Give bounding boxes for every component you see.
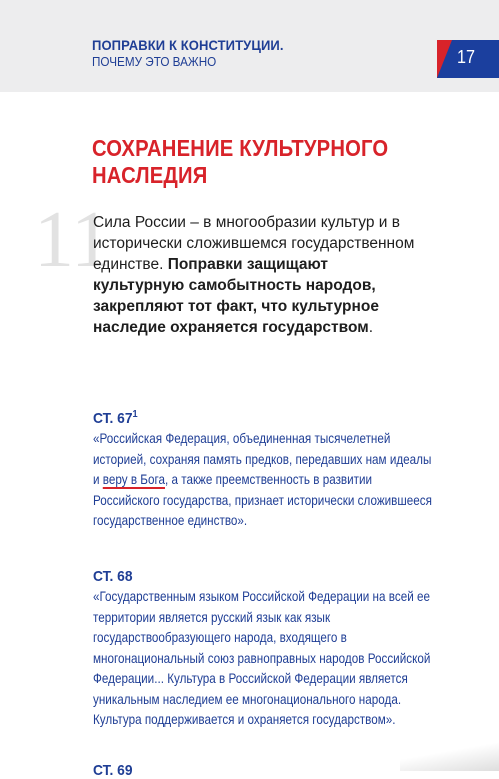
article-69-title: СТ. 69 bbox=[93, 762, 133, 779]
article-67-1 bbox=[93, 405, 463, 532]
article-68 bbox=[93, 567, 463, 731]
quote-text-before: «Российская Федерация, объединенная тысячелетней историей, сохраняя память предков, передавших нам идеалы и bbox=[93, 431, 432, 487]
intro-end-punctuation: . bbox=[368, 319, 374, 336]
article-number: СТ. 67 bbox=[93, 410, 133, 427]
page-tab-accent bbox=[437, 40, 452, 78]
section-intro bbox=[93, 212, 423, 338]
page-header bbox=[0, 0, 499, 92]
article-quote: «Государственным языком Российской Федерации на всей ее территории является русский язык как язык государствообразующего народа, входящего в многонациональный союз равноправных народов Российской Федерации... Культура в Российской Федерации является уникальным наследием ее многонационального народа. Культура поддерживается и охраняется государством». bbox=[93, 589, 431, 727]
header-subtitle: ПОЧЕМУ ЭТО ВАЖНО bbox=[92, 54, 217, 69]
section-title: СОХРАНЕНИЕ КУЛЬТУРНОГО НАСЛЕДИЯ bbox=[92, 135, 389, 188]
intro-regular-text: Сила России – в многообразии культур и в исторически сложившемся государственном единстве. bbox=[93, 214, 415, 273]
quote-text-after: , а также преемственность в развитии Российского государства, признает исторически сложившееся государственное единство». bbox=[93, 472, 432, 528]
intro-bold-text: Поправки защищают культурную самобытность народов, закрепляют тот факт, что культурное наследие охраняется государством bbox=[93, 256, 379, 336]
article-title bbox=[93, 405, 433, 429]
article-quote bbox=[93, 429, 433, 532]
section-number: 11 bbox=[34, 196, 112, 284]
header-title: ПОПРАВКИ К КОНСТИТУЦИИ. bbox=[92, 37, 284, 53]
page-number: 17 bbox=[457, 47, 476, 67]
article-superscript: 1 bbox=[132, 409, 138, 420]
page-curl-shadow bbox=[400, 740, 499, 771]
highlighted-phrase: веру в Бога bbox=[102, 472, 165, 487]
article-title: СТ. 68 bbox=[93, 568, 133, 585]
